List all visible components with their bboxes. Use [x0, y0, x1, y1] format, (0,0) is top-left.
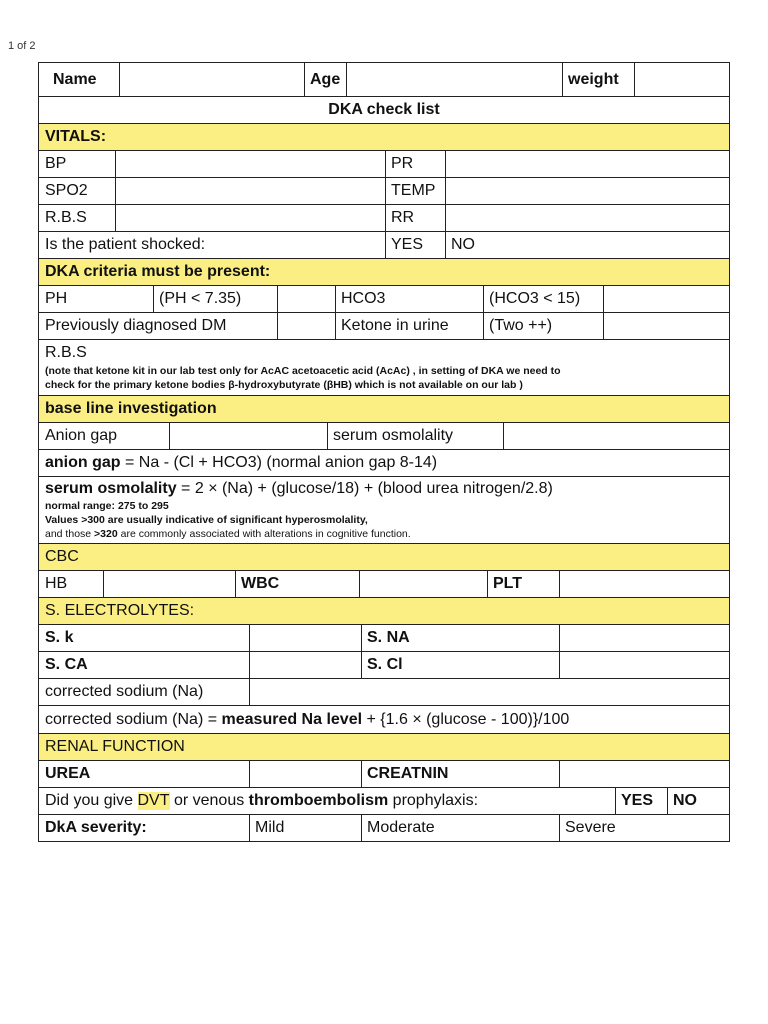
spo2-label: SPO2 [45, 182, 88, 199]
formula-part-c: + {1.6 × (glucose - 100)}/100 [362, 710, 570, 728]
dvt-no-option[interactable]: NO [673, 792, 697, 809]
name-label: Name [53, 70, 97, 88]
serum-osmolality-label: serum osmolality [333, 427, 454, 444]
anion-gap-formula [39, 450, 437, 476]
dvt-text-c: or venous [169, 792, 249, 809]
creatinine-field[interactable] [559, 761, 729, 787]
cbc-row [39, 571, 729, 598]
sca-label: S. CA [45, 656, 88, 673]
shocked-no-option[interactable]: NO [451, 236, 475, 253]
severity-severe-option[interactable]: Severe [565, 819, 616, 836]
shocked-yes-option[interactable]: YES [391, 236, 424, 253]
electrolytes-section-header [39, 598, 729, 625]
dvt-yes-option[interactable]: YES [621, 792, 654, 809]
dvt-highlight: DVT [137, 792, 170, 809]
dvt-row [39, 788, 729, 815]
hco3-label: HCO3 [341, 290, 386, 307]
formula-part-b: measured Na level [221, 710, 363, 728]
scl-field[interactable] [559, 652, 729, 678]
formula-part-a: corrected sodium (Na) = [45, 710, 222, 728]
pr-label: PR [391, 155, 414, 172]
electrolytes-row-k-na [39, 625, 729, 652]
criteria-row-ph [39, 286, 729, 313]
plt-field[interactable] [559, 571, 729, 597]
criteria-row-dm [39, 313, 729, 340]
severity-moderate-option[interactable]: Moderate [367, 819, 435, 836]
creatinine-label: CREATNIN [367, 765, 449, 782]
values-threshold: >300 [81, 514, 105, 526]
urea-field[interactable] [249, 761, 361, 787]
severity-mild-option[interactable]: Mild [255, 819, 285, 836]
dvt-question [39, 788, 611, 814]
title-row [39, 97, 729, 124]
criteria-row-rbs [39, 340, 729, 396]
rr-field[interactable] [445, 205, 729, 231]
vitals-row-bp [39, 151, 729, 178]
ketone-label: Ketone in urine [341, 317, 449, 334]
hb-label: HB [45, 575, 68, 592]
ketone-range: (Two ++) [489, 317, 553, 334]
hyperosmolality-note [39, 513, 729, 527]
criteria-rbs-label: R.B.S [45, 344, 87, 361]
osmolality-formula-label: serum osmolality [45, 480, 177, 497]
anion-gap-formula-text: = Na - (Cl + HCO3) (normal anion gap 8-14) [120, 454, 438, 471]
hb-field[interactable] [103, 571, 235, 597]
rr-label: RR [391, 209, 415, 226]
ketone-note-line2: check for the primary ketone bodies β-hydroxybutyrate (βHB) which is not available on our lab ) [45, 379, 523, 391]
corrected-sodium-field[interactable] [249, 679, 361, 705]
temp-field[interactable] [445, 178, 729, 204]
normal-range-line [39, 499, 729, 513]
criteria-section-header [39, 259, 729, 286]
vitals-section-header [39, 124, 729, 151]
ph-label: PH [45, 290, 68, 307]
wbc-label: WBC [241, 575, 280, 592]
sna-label: S. NA [367, 629, 410, 646]
bp-label: BP [45, 155, 67, 172]
bp-field[interactable] [115, 151, 385, 177]
ketone-note-line1: (note that ketone kit in our lab test only for AcAC acetoacetic acid (AcAc) , in setting of DKA we need to [45, 365, 561, 377]
weight-label: weight [568, 70, 619, 88]
ketone-field[interactable] [603, 313, 729, 339]
sna-field[interactable] [559, 625, 729, 651]
severity-label: DkA severity: [45, 819, 147, 836]
normal-range-label: normal range: [45, 500, 118, 512]
age-label: Age [310, 70, 341, 88]
temp-label: TEMP [391, 182, 436, 199]
values-suffix: are usually indicative of significant hyperosmolality, [104, 514, 368, 526]
shocked-label: Is the patient shocked: [45, 236, 206, 253]
anion-gap-label: Anion gap [45, 427, 118, 444]
hco3-range: (HCO3 < 15) [489, 290, 581, 307]
electrolytes-heading: S. ELECTROLYTES: [45, 602, 195, 619]
electrolytes-row-ca-cl [39, 652, 729, 679]
osmolality-formula-row [39, 477, 729, 544]
vitals-row-rbs [39, 205, 729, 232]
renal-section-header [39, 734, 729, 761]
corrected-sodium-formula [39, 706, 569, 733]
rbs-label: R.B.S [45, 209, 87, 226]
renal-heading: RENAL FUNCTION [45, 738, 185, 755]
sk-field[interactable] [249, 625, 361, 651]
page-title: DKA check list [328, 101, 440, 118]
those-threshold: >320 [94, 528, 118, 540]
sk-label: S. k [45, 629, 74, 646]
vitals-row-shocked [39, 232, 729, 259]
corrected-sodium-row [39, 679, 729, 706]
dka-checklist-form [38, 62, 730, 842]
vitals-heading: VITALS: [45, 128, 107, 145]
cbc-heading: CBC [45, 548, 79, 565]
age-field[interactable] [346, 63, 562, 96]
hco3-field[interactable] [603, 286, 729, 312]
anion-gap-formula-row [39, 450, 729, 477]
criteria-heading: DKA criteria must be present: [45, 263, 271, 280]
renal-row [39, 761, 729, 788]
pr-field[interactable] [445, 151, 729, 177]
name-field[interactable] [119, 63, 304, 96]
prev-dm-field[interactable] [277, 313, 335, 339]
ph-range: (PH < 7.35) [159, 290, 242, 307]
cbc-section-header [39, 544, 729, 571]
baseline-section-header [39, 396, 729, 423]
urea-label: UREA [45, 765, 91, 782]
severity-row [39, 815, 729, 841]
prev-dm-label: Previously diagnosed DM [45, 317, 227, 334]
scl-label: S. Cl [367, 656, 403, 673]
wbc-field[interactable] [359, 571, 487, 597]
page-indicator: 1 of 2 [8, 40, 36, 52]
values-prefix: Values [45, 514, 82, 526]
ph-field[interactable] [277, 286, 335, 312]
corrected-sodium-label: corrected sodium (Na) [45, 683, 204, 700]
osmolality-formula [39, 477, 729, 499]
serum-osmolality-field[interactable] [503, 423, 729, 449]
anion-gap-formula-label: anion gap [45, 454, 121, 471]
baseline-row [39, 423, 729, 450]
osmolality-formula-text: = 2 × (Na) + (glucose/18) + (blood urea nitrogen/2.8) [176, 480, 553, 497]
those-suffix: are commonly associated with alterations in cognitive function. [117, 528, 411, 540]
corrected-sodium-formula-row [39, 706, 729, 734]
normal-range-value: 275 to 295 [117, 500, 169, 512]
dvt-text-e: prophylaxis: [388, 792, 479, 809]
patient-header-row [39, 63, 729, 97]
spo2-field[interactable] [115, 178, 385, 204]
anion-gap-field[interactable] [169, 423, 327, 449]
dvt-text-a: Did you give [45, 792, 138, 809]
dvt-text-d: thromboembolism [248, 792, 389, 809]
rbs-field[interactable] [115, 205, 385, 231]
vitals-row-spo2 [39, 178, 729, 205]
sca-field[interactable] [249, 652, 361, 678]
those-prefix: and those [45, 528, 95, 540]
weight-field[interactable] [634, 63, 728, 96]
plt-label: PLT [493, 575, 523, 592]
cognitive-note [39, 527, 729, 543]
baseline-heading: base line investigation [45, 400, 217, 417]
